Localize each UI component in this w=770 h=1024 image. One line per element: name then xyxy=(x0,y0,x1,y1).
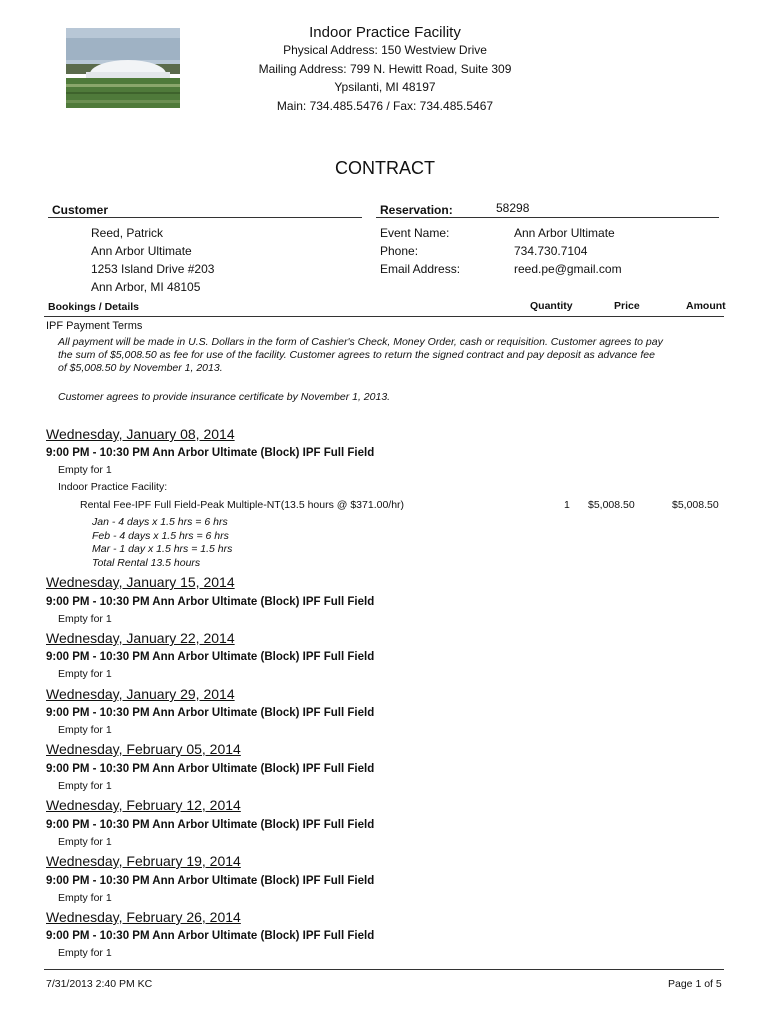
email-label: Email Address: xyxy=(380,262,461,276)
mailing-address: Mailing Address: 799 N. Hewitt Road, Suite 309 xyxy=(258,62,512,76)
booking-date: Wednesday, February 12, 2014 xyxy=(46,797,241,813)
booking-date: Wednesday, January 15, 2014 xyxy=(46,574,235,590)
amount-column-heading: Amount xyxy=(686,300,726,312)
booking-slot: 9:00 PM - 10:30 PM Ann Arbor Ultimate (Block) IPF Full Field xyxy=(46,763,375,775)
phone-label: Phone: xyxy=(380,244,419,258)
customer-street: 1253 Island Drive #203 xyxy=(91,262,215,276)
customer-rule xyxy=(48,217,362,218)
event-name-label: Event Name: xyxy=(380,226,450,240)
booking-empty: Empty for 1 xyxy=(58,724,112,736)
fee-quantity: 1 xyxy=(564,499,570,511)
facility-label: Indoor Practice Facility: xyxy=(58,481,168,493)
allocation-line: Total Rental 13.5 hours xyxy=(92,556,201,569)
booking-empty: Empty for 1 xyxy=(58,668,112,680)
allocation-line: Mar - 1 day x 1.5 hrs = 1.5 hrs xyxy=(92,543,233,555)
reservation-labels xyxy=(380,224,460,278)
hours-allocation xyxy=(92,516,232,570)
customer-details xyxy=(91,224,214,296)
phone-value: 734.730.7104 xyxy=(514,244,588,258)
booking-empty: Empty for 1 xyxy=(58,892,112,904)
facility-name: Indoor Practice Facility xyxy=(309,24,461,41)
booking-empty: Empty for 1 xyxy=(58,464,112,476)
booking-slot: 9:00 PM - 10:30 PM Ann Arbor Ultimate (Block) IPF Full Field xyxy=(46,651,375,663)
booking-slot: 9:00 PM - 10:30 PM Ann Arbor Ultimate (Block) IPF Full Field xyxy=(46,596,375,608)
terms-line-1: All payment will be made in U.S. Dollars in the form of Cashier's Check, Money Order, cash or requisition. Customer agrees to pay xyxy=(58,336,663,348)
phone-line: Main: 734.485.5476 / Fax: 734.485.5467 xyxy=(276,99,494,113)
booking-empty: Empty for 1 xyxy=(58,780,112,792)
booking-slot: 9:00 PM - 10:30 PM Ann Arbor Ultimate (Block) IPF Full Field xyxy=(46,447,375,459)
reservation-number: 58298 xyxy=(496,201,530,215)
reservation-heading: Reservation: xyxy=(380,203,453,217)
columns-rule xyxy=(44,316,724,317)
city-line: Ypsilanti, MI 48197 xyxy=(334,80,436,94)
footer-rule xyxy=(44,969,724,970)
physical-address: Physical Address: 150 Westview Drive xyxy=(283,43,487,57)
fee-description: Rental Fee-IPF Full Field-Peak Multiple-NT(13.5 hours @ $371.00/hr) xyxy=(80,499,405,511)
booking-date: Wednesday, January 29, 2014 xyxy=(46,686,235,702)
customer-org: Ann Arbor Ultimate xyxy=(91,244,192,258)
insurance-note: Customer agrees to provide insurance certificate by November 1, 2013. xyxy=(58,391,391,403)
terms-heading: IPF Payment Terms xyxy=(46,320,143,332)
reservation-rule xyxy=(376,217,719,218)
terms-line-2: the sum of $5,008.50 as fee for use of the facility. Customer agrees to return the signed contract and pay deposit as advance fee xyxy=(58,349,655,361)
customer-city: Ann Arbor, MI 48105 xyxy=(91,280,201,294)
quantity-column-heading: Quantity xyxy=(530,300,573,312)
booking-empty: Empty for 1 xyxy=(58,947,112,959)
booking-date: Wednesday, February 19, 2014 xyxy=(46,853,241,869)
event-name-value: Ann Arbor Ultimate xyxy=(514,226,615,240)
booking-slot: 9:00 PM - 10:30 PM Ann Arbor Ultimate (Block) IPF Full Field xyxy=(46,819,375,831)
booking-empty: Empty for 1 xyxy=(58,836,112,848)
allocation-line: Jan - 4 days x 1.5 hrs = 6 hrs xyxy=(92,516,228,528)
booking-empty: Empty for 1 xyxy=(58,613,112,625)
booking-date: Wednesday, February 05, 2014 xyxy=(46,741,241,757)
booking-slot: 9:00 PM - 10:30 PM Ann Arbor Ultimate (Block) IPF Full Field xyxy=(46,875,375,887)
terms-paragraph xyxy=(58,336,728,375)
booking-slot: 9:00 PM - 10:30 PM Ann Arbor Ultimate (Block) IPF Full Field xyxy=(46,930,375,942)
fee-amount: $5,008.50 xyxy=(672,499,719,511)
page-number: Page 1 of 5 xyxy=(668,978,722,990)
reservation-values xyxy=(514,224,622,278)
bookings-column-heading: Bookings / Details xyxy=(48,301,140,313)
allocation-line: Feb - 4 days x 1.5 hrs = 6 hrs xyxy=(92,529,229,542)
footer-timestamp: 7/31/2013 2:40 PM KC xyxy=(46,978,153,990)
booking-date: Wednesday, January 22, 2014 xyxy=(46,630,235,646)
customer-name: Reed, Patrick xyxy=(91,226,164,240)
fee-price: $5,008.50 xyxy=(588,499,635,511)
terms-line-3: of $5,008.50 by November 1, 2013. xyxy=(58,362,223,374)
page-title: CONTRACT xyxy=(335,158,435,178)
booking-slot: 9:00 PM - 10:30 PM Ann Arbor Ultimate (Block) IPF Full Field xyxy=(46,707,375,719)
price-column-heading: Price xyxy=(614,300,640,312)
booking-date: Wednesday, February 26, 2014 xyxy=(46,909,241,925)
customer-heading: Customer xyxy=(52,203,109,217)
email-value: reed.pe@gmail.com xyxy=(514,262,622,276)
booking-date: Wednesday, January 08, 2014 xyxy=(46,426,235,442)
